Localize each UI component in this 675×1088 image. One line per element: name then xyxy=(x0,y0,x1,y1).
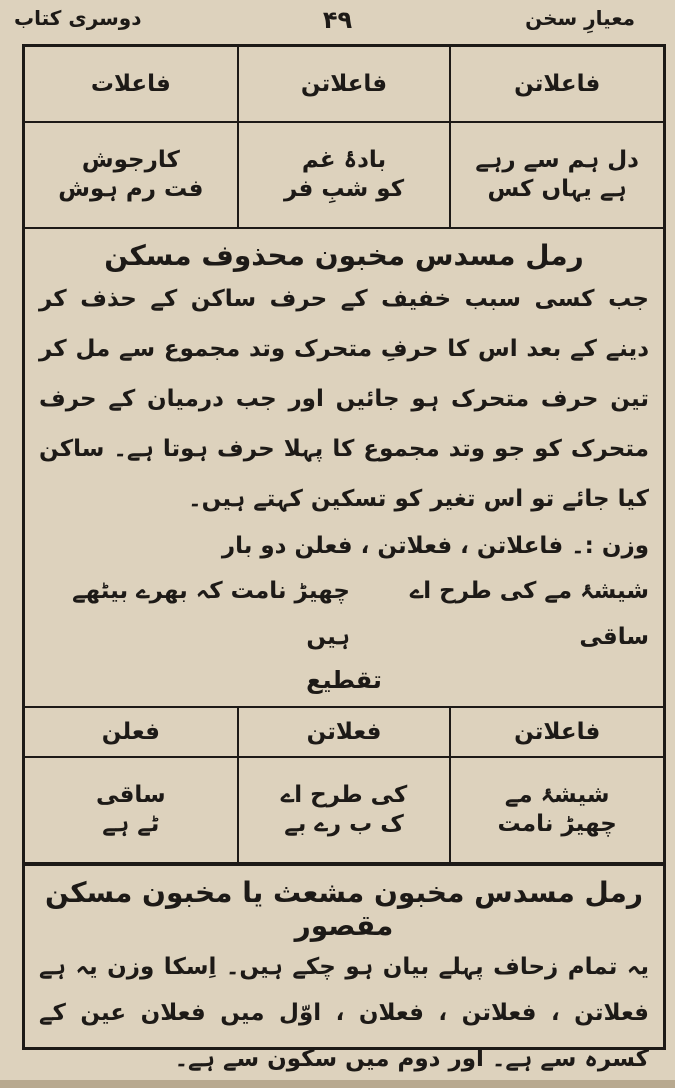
definition-paragraph: یہ تمام زحاف پہلے بیان ہو چکے ہیں۔ اِسکا وزن یہ ہے فعلاتن ، فعلاتن ، فعلان ، اوّل میں فعلان عین کے کسرہ سے ہے۔ اور دوم میں سکون سے ہے۔ xyxy=(39,954,649,1072)
table-header-cell: فاعلاتن xyxy=(450,47,663,122)
table-header-cell: فاعلات xyxy=(25,47,238,122)
cell-line: فت رم ہوش xyxy=(58,176,204,202)
table-cell xyxy=(25,122,238,228)
cell-line: ک ب رے بے xyxy=(284,811,404,837)
section-ramal-makhboon-mushaas xyxy=(25,864,663,1088)
table-header-cell: فعلاتن xyxy=(238,707,451,757)
example-verse xyxy=(39,568,649,660)
table-header-cell: فاعلاتن xyxy=(238,47,451,122)
cell-line: کو شبِ فر xyxy=(283,176,405,202)
table-header-row xyxy=(25,47,663,122)
table-row xyxy=(25,757,663,863)
cell-line: دل ہم سے رہے xyxy=(475,147,639,174)
cell-line: شیشۂ مے xyxy=(504,782,610,809)
table-header-cell: فاعلاتن xyxy=(450,707,663,757)
table-cell xyxy=(25,757,238,863)
meter-line: وزن :۔ فاعلاتن ، فعلاتن ، فعلن دو بار xyxy=(221,533,649,559)
section-title: رمل مسدس مخبون مشعث یا مخبون مسکن مقصور xyxy=(45,876,643,942)
table-header-row xyxy=(25,707,663,757)
section-title: رمل مسدس مخبون محذوف مسکن xyxy=(104,239,584,272)
page-frame xyxy=(22,44,666,1072)
cell-line: ساقی xyxy=(96,782,166,809)
book-part-label: دوسری کتاب xyxy=(14,6,142,30)
scansion-table-1 xyxy=(25,47,663,229)
cell-line: کی طرح اے xyxy=(280,782,408,809)
table-header-cell: فعلن xyxy=(25,707,238,757)
cell-line: بادۂ غم xyxy=(301,147,387,174)
book-title: معیارِ سخن xyxy=(525,6,635,30)
cell-line: چھیڑ نامت xyxy=(497,811,617,837)
scansion-heading: تقطیع xyxy=(306,666,382,694)
page-number: ۴۹ xyxy=(322,6,353,34)
table-cell xyxy=(450,122,663,228)
table-cell xyxy=(450,757,663,863)
cell-line: ہے یہاں کس xyxy=(487,176,627,202)
table-cell xyxy=(238,757,451,863)
verse-first-hemistich: شیشۂ مے کی طرح اے ساقی xyxy=(409,578,649,650)
scansion-table-2 xyxy=(25,706,663,864)
cell-line: کارجوش xyxy=(81,147,180,174)
definition-paragraph: جب کسی سبب خفیف کے حرف ساکن کے حذف کر دینے کے بعد اس کا حرفِ متحرک وتد مجموع سے مل کر تین حرف متحرک ہو جائیں اور جب درمیان کے حرف متحرک کو جو وتد مجموع کا پہلا حرف ہوتا ہے۔ ساکن کیا جائے تو اس تغیر کو تسکین کہتے ہیں۔ xyxy=(39,286,649,512)
table-cell xyxy=(238,122,451,228)
cell-line: ٹے ہے xyxy=(102,811,160,837)
verse-second-hemistich: چھیڑ نامت کہ بھرے بیٹھے ہیں xyxy=(72,578,350,650)
section-ramal-makhboon-mahzoof xyxy=(25,229,663,706)
table-row xyxy=(25,122,663,228)
